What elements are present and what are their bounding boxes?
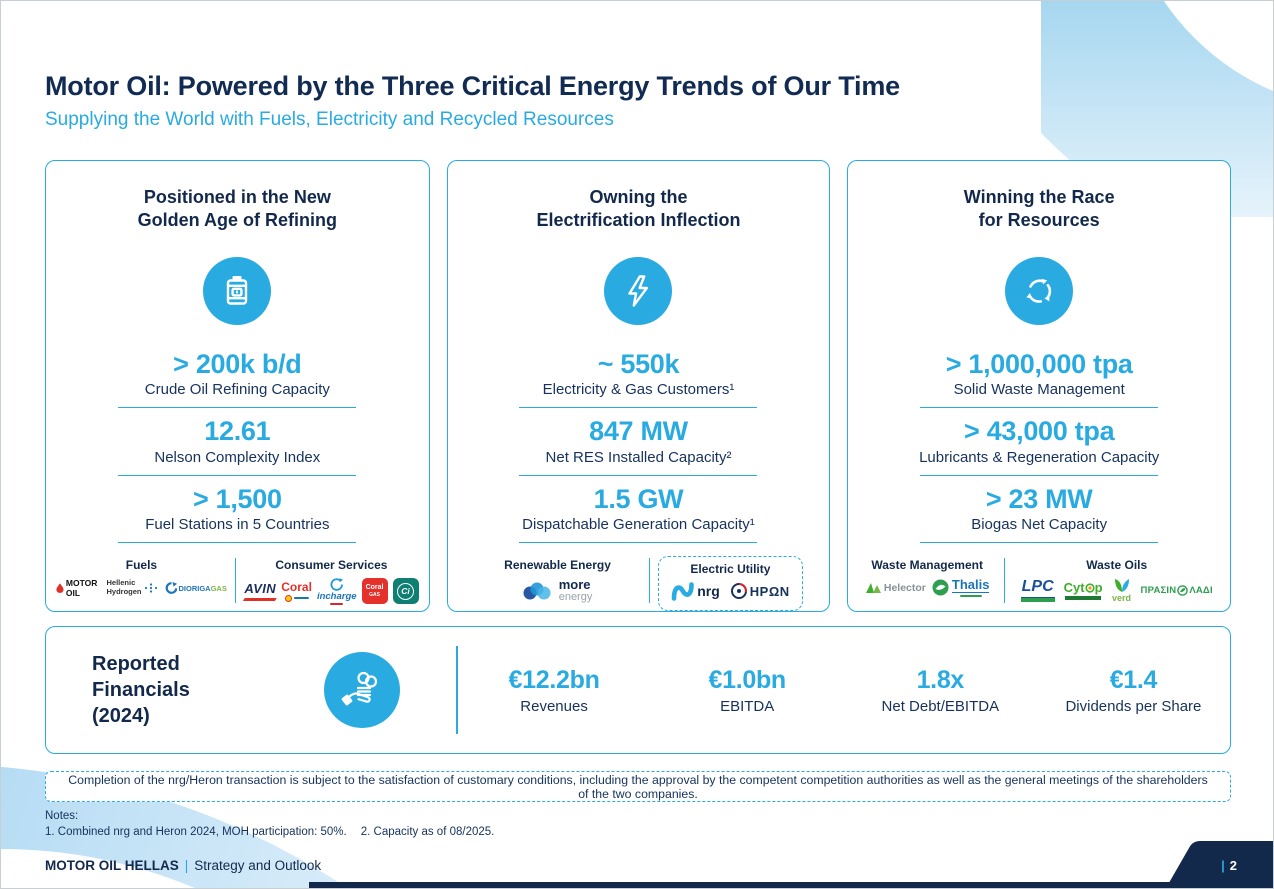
- green-mark-icon: [865, 581, 882, 594]
- divider: [920, 542, 1158, 543]
- logo-motor-oil: MOTOR OIL: [56, 578, 100, 598]
- leaves-icon: [1112, 578, 1132, 593]
- financials-heading-line2: (2024): [92, 705, 150, 727]
- stat-label: Net Debt/EBITDA: [881, 697, 1000, 715]
- stat-dividends: [1037, 666, 1230, 715]
- footer-bottom-bar: [309, 882, 1273, 888]
- group-label-renewable-energy: Renewable Energy: [504, 558, 611, 572]
- logo-prasinoladi: ΠΡΑΣΙΝ ΛΑΔΙ: [1140, 585, 1213, 597]
- stat-label: Net RES Installed Capacity²: [545, 448, 732, 466]
- card-title-line2: Golden Age of Refining: [137, 210, 337, 231]
- card-resources-logos: [848, 556, 1230, 611]
- lightning-icon: [604, 257, 672, 325]
- recycle-icon: [1005, 257, 1073, 325]
- header: [45, 71, 900, 131]
- vertical-divider: [649, 558, 651, 603]
- trend-cards: [45, 160, 1231, 612]
- stat-value: €1.4: [1109, 665, 1158, 694]
- stat-label: EBITDA: [720, 697, 775, 715]
- financials-heading-line1: Reported Financials: [92, 653, 190, 701]
- stat-lubricants: [919, 417, 1159, 465]
- footer-section: Strategy and Outlook: [194, 858, 322, 873]
- logo-dioriga-gas: DIORIGAGAS: [165, 582, 227, 594]
- stat-value: > 1,000,000 tpa: [945, 349, 1133, 379]
- footer-separator: |: [184, 858, 189, 873]
- card-electrification: [447, 160, 831, 612]
- card-electrification-title: [536, 186, 740, 234]
- stat-ebitda: [651, 666, 844, 715]
- stat-biogas: [971, 485, 1107, 533]
- card-title-line1: Owning the: [589, 187, 688, 207]
- card-electrification-logos: [448, 556, 830, 611]
- logo-lpc: LPC: [1021, 579, 1055, 602]
- stat-value: €1.0bn: [708, 665, 786, 694]
- group-label-electric-utility: Electric Utility: [690, 562, 771, 576]
- logo-incharge: incharge: [317, 578, 357, 605]
- divider: [519, 407, 757, 408]
- card-title-line1: Positioned in the New: [143, 187, 331, 207]
- card-refining-title: [138, 186, 337, 234]
- stat-value: 1.5 GW: [593, 483, 684, 514]
- stat-label: Biogas Net Capacity: [971, 516, 1108, 534]
- stat-value: > 43,000 tpa: [964, 416, 1115, 447]
- note-2: 2. Capacity as of 08/2025.: [360, 826, 495, 839]
- stat-customers: [543, 350, 735, 398]
- logo-coral-gas: Coral GAS: [362, 578, 388, 604]
- divider: [118, 407, 356, 408]
- stat-label: Dispatchable Generation Capacity¹: [522, 516, 755, 533]
- financial-stats: [458, 666, 1231, 715]
- notes: [45, 808, 494, 840]
- nrg-wave-icon: [671, 581, 695, 601]
- stat-value: 847 MW: [589, 416, 688, 447]
- stat-value: > 1,500: [192, 483, 282, 514]
- stat-revenues: [458, 666, 651, 715]
- stat-value: > 200k b/d: [173, 349, 302, 379]
- divider: [920, 475, 1158, 476]
- logo-thalis: Thalis: [932, 578, 990, 597]
- card-title-line1: Winning the Race: [963, 187, 1115, 207]
- logo-verd: verd: [1112, 578, 1132, 603]
- card-resources: [847, 160, 1231, 612]
- leaf-circle-icon: [1177, 585, 1188, 596]
- transaction-notice: Completion of the nrg/Heron transaction is subject to the satisfaction of customary conditions, including the approval by the competent competition authorities as well as the general meetings of the shareholders of the two companies.: [45, 771, 1231, 802]
- note-1: 1. Combined nrg and Heron 2024, MOH participation: 50%.: [45, 826, 347, 839]
- footer-brand-line: [45, 858, 321, 873]
- logo-more-energy: more energy: [523, 578, 593, 603]
- page-number-value: 2: [1229, 858, 1237, 873]
- shell-icon: [285, 595, 292, 602]
- page-subtitle: Supplying the World with Fuels, Electricity and Recycled Resources: [45, 109, 614, 130]
- stat-label: Crude Oil Refining Capacity: [144, 381, 330, 399]
- stat-value: > 23 MW: [985, 483, 1093, 514]
- stat-refining-capacity: [145, 350, 330, 398]
- stat-label: Fuel Stations in 5 Countries: [145, 516, 330, 534]
- stat-solid-waste: [946, 350, 1133, 398]
- logo-coffee-island: Ci: [393, 578, 419, 604]
- group-label-fuels: Fuels: [125, 558, 158, 573]
- logo-hellenic-hydrogen: Hellenic Hydrogen: [106, 579, 158, 596]
- dots-icon: [144, 582, 159, 594]
- stat-fuel-stations: [145, 485, 329, 533]
- swirl-icon: [330, 578, 343, 591]
- stat-dispatchable-capacity: [522, 485, 755, 533]
- stat-value: ~ 550k: [597, 348, 680, 379]
- financials-heading: [92, 651, 282, 729]
- logo-helector: Helector: [865, 581, 926, 594]
- stat-value: €12.2bn: [508, 665, 600, 694]
- card-title-line2: for Resources: [978, 210, 1100, 231]
- divider: [118, 542, 356, 543]
- page-number-pipe: |: [1221, 858, 1225, 873]
- notes-heading: Notes:: [45, 810, 79, 822]
- divider: [920, 407, 1158, 408]
- card-refining-logos: [46, 556, 429, 611]
- stat-value: 12.61: [204, 416, 271, 447]
- stat-net-debt-ebitda: [844, 666, 1037, 715]
- electric-utility-box: [658, 556, 802, 611]
- group-label-waste-management: Waste Management: [871, 558, 983, 573]
- oil-barrel-icon: [203, 257, 271, 325]
- stat-label: Solid Waste Management: [953, 381, 1125, 399]
- divider: [519, 542, 757, 543]
- page-title: Motor Oil: Powered by the Three Critical Energy Trends of Our Time: [45, 71, 900, 101]
- stat-label: Nelson Complexity Index: [154, 448, 321, 466]
- stat-nelson-index: [154, 417, 320, 465]
- vertical-divider: [235, 558, 236, 603]
- green-globe-icon: [932, 579, 949, 596]
- card-resources-title: [964, 186, 1115, 234]
- stat-label: Electricity & Gas Customers¹: [542, 381, 735, 399]
- wave-icon: [523, 580, 555, 602]
- heron-ring-icon: [730, 582, 748, 600]
- logo-coral: Coral: [281, 581, 312, 602]
- stat-res-capacity: [546, 417, 732, 465]
- logo-cytop: Cyt p: [1064, 581, 1103, 600]
- stat-label: Dividends per Share: [1065, 697, 1202, 715]
- stat-value: 1.8x: [916, 665, 965, 694]
- coins-hand-icon: [324, 652, 400, 728]
- divider: [519, 475, 757, 476]
- vertical-divider: [1004, 558, 1005, 603]
- group-label-consumer-services: Consumer Services: [275, 558, 388, 573]
- stat-label: Lubricants & Regeneration Capacity: [919, 448, 1160, 466]
- footer-brand: MOTOR OIL HELLAS: [45, 858, 179, 873]
- stat-label: Revenues: [520, 697, 588, 715]
- arrow-circle-icon: [165, 582, 177, 594]
- page-number: [1221, 858, 1237, 873]
- oil-drop-icon: [56, 581, 64, 595]
- divider: [118, 475, 356, 476]
- reported-financials-bar: [45, 626, 1231, 754]
- logo-heron: ΗΡΩΝ: [730, 582, 790, 600]
- card-refining: [45, 160, 430, 612]
- swirl-o-icon: [1085, 583, 1095, 593]
- logo-nrg: nrg: [671, 581, 720, 601]
- card-title-line2: Electrification Inflection: [536, 210, 741, 231]
- page-number-tab: [1153, 838, 1273, 888]
- group-label-waste-oils: Waste Oils: [1086, 558, 1148, 573]
- logo-avin: AVIN: [244, 582, 276, 600]
